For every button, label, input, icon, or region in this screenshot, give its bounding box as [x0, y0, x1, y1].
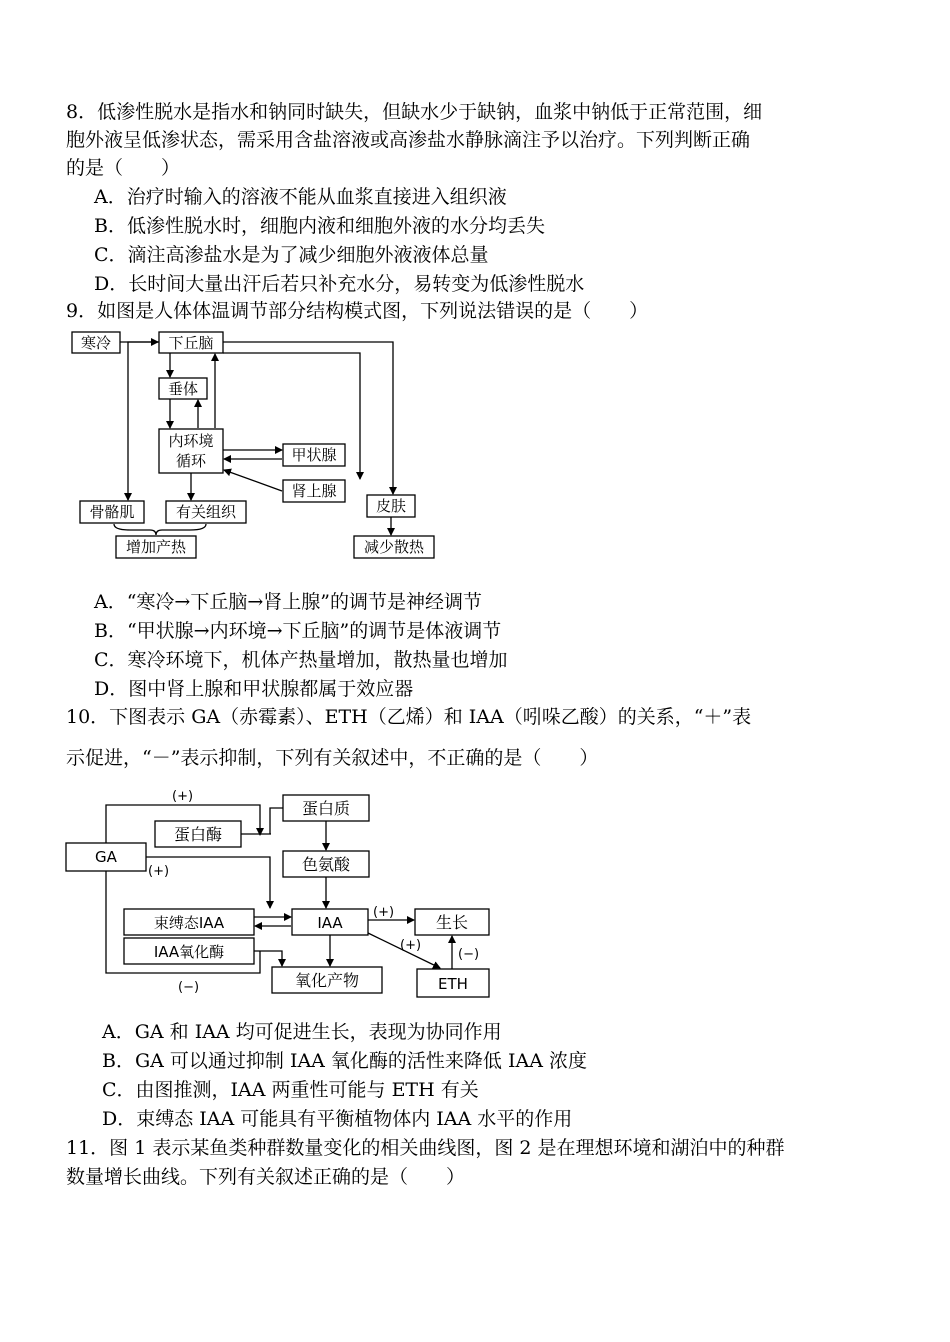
svg-text:增加产热: 增加产热 [125, 538, 187, 556]
box-skin [367, 495, 415, 517]
svg-text:骨骼肌: 骨骼肌 [89, 503, 135, 521]
label-plus-growth: (+) [373, 905, 395, 920]
label-plus-ga: (+) [148, 864, 170, 879]
box-iaa [292, 909, 368, 935]
q11-stem-line-2: 数量增长曲线。下列有关叙述正确的是（ ） [66, 1166, 466, 1188]
svg-text:垂体: 垂体 [167, 380, 199, 398]
svg-text:IAA: IAA [317, 914, 343, 932]
q10-plant-hormone-diagram [60, 785, 500, 1005]
svg-text:循环: 循环 [175, 452, 207, 470]
q8-option-d: D．长时间大量出汗后若只补充水分，易转变为低渗性脱水 [94, 273, 585, 295]
box-hypothalamus [159, 332, 223, 353]
box-pituitary [159, 378, 207, 399]
q9-thermoregulation-diagram [60, 322, 460, 567]
svg-text:内环境: 内环境 [168, 432, 214, 450]
q8-stem-line-2: 胞外液呈低渗状态，需采用含盐溶液或高渗盐水静脉滴注予以治疗。下列判断正确 [66, 129, 751, 151]
svg-text:束缚态IAA: 束缚态IAA [153, 914, 225, 932]
svg-text:蛋白酶: 蛋白酶 [173, 825, 223, 844]
box-adrenal [283, 480, 345, 502]
label-plus-eth: (+) [400, 938, 422, 953]
svg-text:ETH: ETH [438, 975, 468, 993]
svg-text:色氨酸: 色氨酸 [301, 855, 351, 874]
svg-text:寒冷: 寒冷 [80, 334, 112, 352]
box-growth [415, 909, 489, 935]
svg-text:蛋白质: 蛋白质 [301, 799, 351, 818]
box-thyroid [283, 444, 345, 466]
svg-text:肾上腺: 肾上腺 [291, 482, 337, 500]
box-protease [155, 821, 241, 847]
svg-text:IAA氧化酶: IAA氧化酶 [153, 943, 225, 961]
box-related-tissue [166, 501, 246, 523]
box-tryptophan [283, 851, 369, 877]
box-reduce-heat-loss [354, 536, 434, 558]
q10-option-d: D．束缚态 IAA 可能具有平衡植物体内 IAA 水平的作用 [102, 1108, 573, 1130]
box-iaa-oxidase [124, 938, 254, 964]
svg-text:减少散热: 减少散热 [363, 538, 425, 556]
q8-stem-line-1: 8．低渗性脱水是指水和钠同时缺失，但缺水少于缺钠，血浆中钠低于正常范围，细 [66, 101, 763, 123]
q8-stem-line-3: 的是（ ） [66, 157, 181, 179]
box-cold [72, 332, 120, 353]
svg-text:皮肤: 皮肤 [375, 497, 407, 515]
q8-option-c: C．滴注高渗盐水是为了减少细胞外液液体总量 [94, 244, 489, 266]
box-oxidation-product [272, 967, 382, 993]
q9-stem: 9．如图是人体体温调节部分结构模式图，下列说法错误的是（ ） [66, 300, 649, 322]
q9-option-c: C．寒冷环境下，机体产热量增加，散热量也增加 [94, 649, 508, 671]
q9-option-d: D．图中肾上腺和甲状腺都属于效应器 [94, 678, 414, 700]
q8-option-a: A．治疗时输入的溶液不能从血浆直接进入组织液 [94, 186, 507, 208]
q10-stem-line-2: 示促进，“－”表示抑制，下列有关叙述中，不正确的是（ ） [66, 747, 599, 769]
svg-text:甲状腺: 甲状腺 [291, 446, 337, 464]
q9-option-a: A．“寒冷→下丘脑→肾上腺”的调节是神经调节 [94, 591, 482, 613]
box-internal-environment [159, 429, 223, 473]
q10-option-b: B．GA 可以通过抑制 IAA 氧化酶的活性来降低 IAA 浓度 [102, 1050, 587, 1072]
box-increase-heat [116, 536, 196, 558]
svg-text:有关组织: 有关组织 [175, 503, 237, 521]
q8-option-b: B．低渗性脱水时，细胞内液和细胞外液的水分均丢失 [94, 215, 545, 237]
label-minus-bottom: (−) [178, 980, 200, 995]
q10-option-a: A．GA 和 IAA 均可促进生长，表现为协同作用 [102, 1021, 502, 1043]
box-skeletal-muscle [80, 501, 144, 523]
label-minus-eth: (−) [458, 947, 480, 962]
q10-option-c: C．由图推测，IAA 两重性可能与 ETH 有关 [102, 1079, 479, 1101]
box-bound-iaa [124, 909, 254, 935]
box-eth [417, 969, 489, 997]
svg-text:下丘脑: 下丘脑 [168, 334, 214, 352]
svg-text:生长: 生长 [435, 913, 469, 932]
label-plus-top: (+) [172, 789, 194, 804]
q10-stem-line-1: 10．下图表示 GA（赤霉素）、ETH（乙烯）和 IAA（吲哚乙酸）的关系，“＋”表 [66, 706, 752, 728]
box-protein [283, 795, 369, 821]
q11-stem-line-1: 11．图 1 表示某鱼类种群数量变化的相关曲线图，图 2 是在理想环境和湖泊中的种群 [66, 1137, 785, 1159]
svg-text:GA: GA [95, 848, 117, 866]
box-ga [66, 843, 146, 871]
q9-option-b: B．“甲状腺→内环境→下丘脑”的调节是体液调节 [94, 620, 502, 642]
svg-text:氧化产物: 氧化产物 [294, 971, 360, 990]
